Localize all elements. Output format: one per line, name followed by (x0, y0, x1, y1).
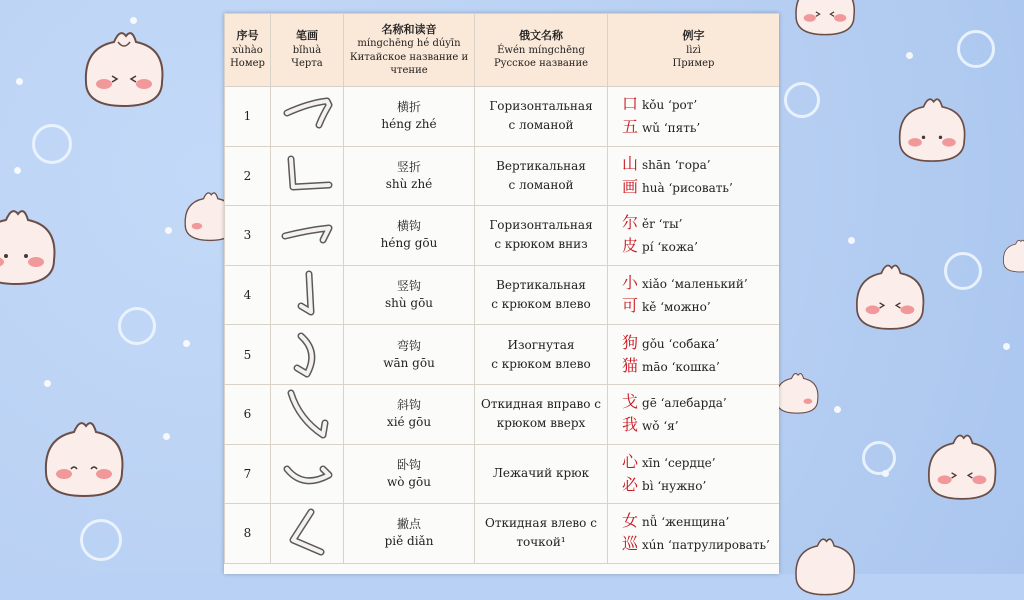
example-line (622, 295, 779, 318)
example-character: 必 (622, 474, 639, 494)
table-row (225, 444, 780, 504)
stroke-name-chinese: 弯钩 (396, 338, 421, 353)
row-number: 8 (225, 504, 271, 564)
example-translation: xiǎo ‘маленький’ (642, 277, 748, 292)
bun-mascot-icon (922, 422, 1002, 508)
stroke-name-pinyin: shù zhé (385, 176, 433, 191)
bun-mascot-icon (893, 86, 971, 170)
example-line (622, 332, 779, 355)
example-line (622, 414, 779, 437)
example-character: 口 (622, 94, 639, 114)
russian-name-cell (475, 384, 608, 444)
row-number: 7 (225, 444, 271, 504)
stroke-name-cell (344, 206, 475, 266)
russian-name-line1: Откидная вправо с (480, 397, 601, 412)
table-header-row (225, 14, 780, 87)
stroke-cell (271, 384, 344, 444)
examples-cell (608, 325, 780, 385)
stroke-cell (271, 325, 344, 385)
example-line (622, 391, 779, 414)
example-line (622, 93, 779, 116)
examples-cell (608, 504, 780, 564)
russian-name-line2: точкой¹ (516, 535, 566, 550)
header-example: 例字 lìzì Пример (608, 14, 780, 87)
stroke-name-cell (344, 444, 475, 504)
russian-name-cell (475, 146, 608, 206)
bun-mascot-icon (850, 252, 930, 338)
example-line (622, 451, 779, 474)
stroke-cell (271, 504, 344, 564)
example-translation: kǒu ‘рот’ (642, 98, 698, 113)
example-character: 小 (622, 273, 639, 293)
example-translation: wǔ ‘пять’ (642, 121, 701, 136)
example-line (622, 272, 779, 295)
table-row (225, 384, 780, 444)
stroke-cell (271, 146, 344, 206)
examples-cell (608, 444, 780, 504)
table-row (225, 325, 780, 385)
stroke-name-cell (344, 325, 475, 385)
example-line (622, 474, 779, 497)
example-translation: gē ‘алебарда’ (642, 396, 727, 411)
example-translation: ěr ‘ты’ (642, 217, 683, 232)
bun-mascot-icon (0, 200, 62, 290)
example-character: 心 (622, 451, 639, 471)
example-character: 五 (622, 117, 639, 137)
stroke-name-chinese: 撇点 (396, 517, 421, 532)
pie-dian-stroke-icon (279, 508, 335, 558)
stroke-name-chinese: 斜钩 (396, 398, 421, 413)
example-character: 皮 (622, 236, 639, 256)
stroke-cell (271, 87, 344, 147)
russian-name-line1: Горизонтальная (489, 99, 593, 114)
example-line (622, 153, 779, 176)
russian-name-line2: крюком вверх (496, 416, 586, 431)
stroke-name-pinyin: wò gōu (387, 474, 431, 489)
russian-name-cell (475, 444, 608, 504)
header-russian-name: 俄文名称 Éwén míngchēng Русское название (475, 14, 608, 87)
stroke-name-pinyin: shù gōu (384, 296, 434, 311)
stroke-name-chinese: 横钩 (396, 219, 421, 234)
bun-mascot-icon (1000, 215, 1024, 295)
example-character: 山 (622, 153, 639, 173)
wo-gou-stroke-icon (279, 449, 335, 499)
example-line (622, 235, 779, 258)
stroke-name-pinyin: héng gōu (380, 236, 438, 251)
stroke-name-chinese: 竖折 (396, 159, 421, 174)
stroke-name-chinese: 卧钩 (396, 457, 421, 472)
examples-cell (608, 384, 780, 444)
heng-gou-stroke-icon (279, 210, 335, 260)
table-row (225, 87, 780, 147)
example-translation: bì ‘нужно’ (642, 478, 707, 493)
example-character: 猫 (622, 355, 639, 375)
row-number: 1 (225, 87, 271, 147)
bun-mascot-icon (78, 22, 170, 112)
examples-cell (608, 87, 780, 147)
strokes-table-card (224, 13, 779, 574)
bun-mascot-icon (772, 350, 822, 434)
stroke-name-cell (344, 504, 475, 564)
example-translation: shān ‘гора’ (642, 157, 711, 172)
example-character: 巡 (622, 534, 639, 554)
bun-mascot-icon (38, 412, 130, 502)
bun-mascot-icon (790, 530, 860, 600)
header-name: 名称和读音 míngchēng hé dúyīn Китайское название и чтение (344, 14, 475, 87)
russian-name-line1: Вертикальная (496, 158, 586, 173)
stroke-name-pinyin: wān gōu (383, 355, 435, 370)
example-translation: huà ‘рисовать’ (642, 180, 733, 195)
stroke-name-pinyin: xié gōu (386, 415, 432, 430)
row-number: 6 (225, 384, 271, 444)
example-translation: pí ‘кожа’ (642, 240, 698, 255)
russian-name-line2: с крюком влево (491, 356, 591, 371)
examples-cell (608, 146, 780, 206)
russian-name-cell (475, 504, 608, 564)
russian-name-cell (475, 206, 608, 266)
example-line (622, 355, 779, 378)
example-character: 女 (622, 511, 639, 531)
example-character: 可 (622, 296, 639, 316)
example-translation: kě ‘можно’ (642, 300, 711, 315)
example-translation: gǒu ‘собака’ (642, 336, 720, 351)
russian-name-line2: с крюком влево (491, 297, 591, 312)
russian-name-cell (475, 265, 608, 325)
header-number: 序号 xùhào Номер (225, 14, 271, 87)
russian-name-line2: с крюком вниз (494, 237, 588, 252)
example-line (622, 533, 779, 556)
example-line (622, 212, 779, 235)
bun-mascot-icon (790, 0, 860, 40)
table-row (225, 206, 780, 266)
row-number: 3 (225, 206, 271, 266)
stroke-name-pinyin: piě diǎn (384, 534, 434, 549)
row-number: 4 (225, 265, 271, 325)
strokes-table (224, 13, 779, 564)
table-row (225, 265, 780, 325)
stroke-name-pinyin: héng zhé (381, 117, 437, 132)
russian-name-line2: с ломаной (508, 118, 574, 133)
russian-name-line1: Вертикальная (496, 278, 586, 293)
stroke-name-chinese: 竖钩 (396, 279, 421, 294)
row-number: 2 (225, 146, 271, 206)
stroke-cell (271, 265, 344, 325)
example-translation: wǒ ‘я’ (642, 419, 679, 434)
russian-name-cell (475, 87, 608, 147)
example-character: 尔 (622, 213, 639, 233)
example-character: 戈 (622, 392, 639, 412)
russian-name-line1: Откидная влево с (485, 516, 597, 531)
row-number: 5 (225, 325, 271, 385)
example-translation: māo ‘кошка’ (642, 359, 720, 374)
stroke-name-cell (344, 87, 475, 147)
stroke-cell (271, 206, 344, 266)
shu-zhe-stroke-icon (279, 151, 335, 201)
example-character: 我 (622, 415, 639, 435)
stroke-name-cell (344, 384, 475, 444)
xie-gou-stroke-icon (279, 389, 335, 439)
russian-name-cell (475, 325, 608, 385)
examples-cell (608, 206, 780, 266)
russian-name-line1: Горизонтальная (489, 218, 593, 233)
heng-zhe-stroke-icon (279, 91, 335, 141)
example-line (622, 176, 779, 199)
example-line (622, 510, 779, 533)
russian-name-line2: с ломаной (508, 177, 574, 192)
stroke-name-chinese: 横折 (396, 100, 421, 115)
example-translation: xīn ‘сердце’ (642, 455, 716, 470)
shu-gou-stroke-icon (279, 270, 335, 320)
wan-gou-stroke-icon (279, 330, 335, 380)
examples-cell (608, 265, 780, 325)
stroke-cell (271, 444, 344, 504)
example-translation: xún ‘патрулировать’ (642, 538, 770, 553)
russian-name-line1: Изогнутая (507, 337, 575, 352)
example-character: 狗 (622, 332, 639, 352)
russian-name-line1: Лежачий крюк (492, 466, 590, 481)
header-stroke: 笔画 bǐhuà Черта (271, 14, 344, 87)
table-row (225, 504, 780, 564)
example-line (622, 116, 779, 139)
example-character: 画 (622, 176, 639, 196)
stroke-name-cell (344, 265, 475, 325)
example-translation: nǚ ‘женщина’ (642, 515, 730, 530)
table-row (225, 146, 780, 206)
stroke-name-cell (344, 146, 475, 206)
